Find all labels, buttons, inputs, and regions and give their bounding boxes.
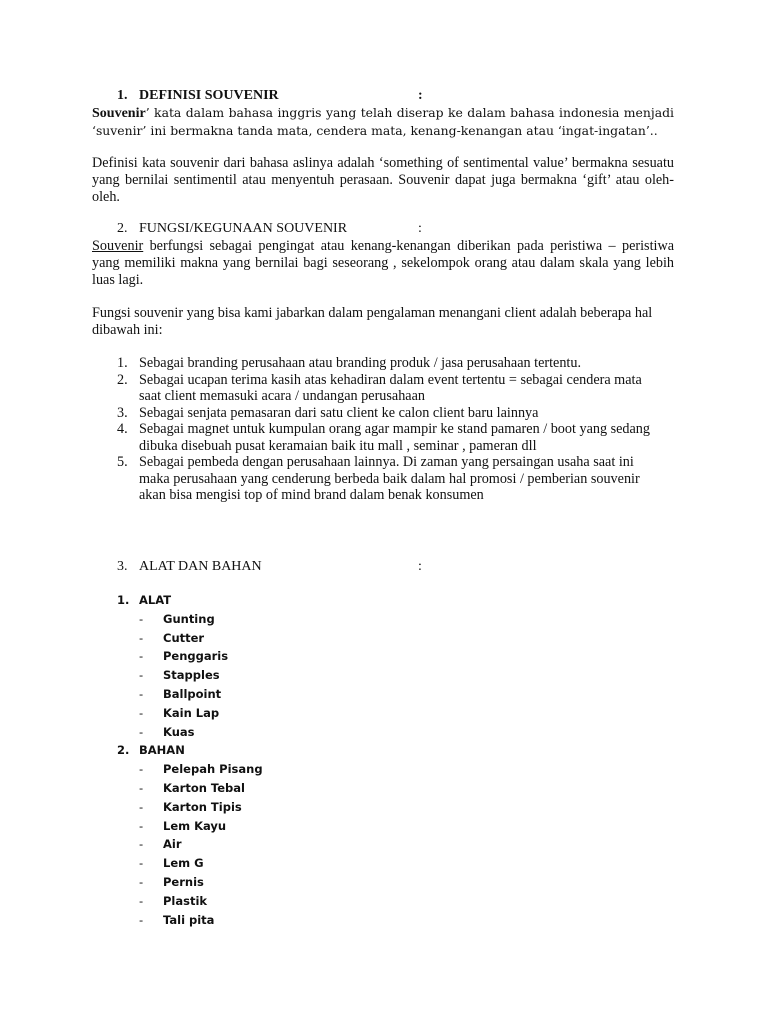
section1-paragraph1 — [92, 105, 674, 139]
section1-paragraph2 — [92, 155, 674, 206]
souvenir-term: Souvenir — [92, 106, 146, 121]
section1-title: DEFINISI SOUVENIR — [139, 88, 279, 103]
list-item: 2. Sebagai ucapan terima kasih atas kehadiran dalam event tertentu = sebagai cendera mata saat client memasuki acara / undangan perusahaan — [117, 371, 642, 404]
section1-number: 1. — [117, 88, 128, 103]
section1-colon: : — [418, 88, 423, 103]
section2-number: 2. — [117, 221, 128, 236]
list-item: 5. Sebagai pembeda dengan perusahaan lainnya. Di zaman yang persaingan usaha saat ini maka perusahaan yang cenderung berbeda baik dalam hal promosi / pemberian souvenir akan bisa mengisi top of mind brand dalam benak konsumen — [117, 454, 640, 503]
functions-list — [117, 355, 657, 504]
list-item: 1. Sebagai branding perusahaan atau branding produk / jasa perusahaan tertentu. — [117, 355, 582, 371]
section3-colon: : — [418, 559, 422, 574]
section2-title: FUNGSI/KEGUNAAN SOUVENIR — [139, 221, 348, 236]
section3-title: ALAT DAN BAHAN — [139, 559, 262, 574]
section2-paragraph1-text: berfungsi sebagai pengingat atau kenang-kenangan diberikan pada peristiwa – peristiwa yang memiliki makna yang bernilai bagi seseorang , sekelompok orang atau dalam skala yang lebih luas lagi. — [92, 238, 674, 288]
list-item: 4. Sebagai magnet untuk kumpulan orang agar mampir ke stand pamaren / boot yang sedang dibuka disebuah pusat keramaian baik itu mall , seminar , pameran dll — [117, 421, 650, 454]
section2-paragraph2-text: Fungsi souvenir yang bisa kami jabarkan dalam pengalaman menangani client adalah beberapa hal dibawah ini: — [92, 305, 653, 338]
section1-paragraph2-text: Definisi kata souvenir dari bahasa aslinya adalah ‘something of sentimental value’ bermakna sesuatu yang bernilai sentimentil atau menyentuh perasaan. Souvenir dapat juga bermakna ‘gift’ atau oleh-oleh. — [92, 155, 674, 205]
section2-colon: : — [418, 221, 422, 236]
section2-paragraph1 — [92, 238, 674, 289]
document-page: 1. DEFINISI SOUVENIR : Souvenir’ kata dalam bahasa inggris yang telah diserap ke dalam bahasa indonesia menjadi ‘suvenir’ ini bermakna tanda mata, cendera mata, kenang-kenangan atau ‘ingat-ingatan’.. Definisi kata souvenir dari bahasa aslinya adalah ‘something of sentimental value’ bermakna sesuatu yang bernilai sentimentil atau menyentuh perasaan. Souvenir dapat juga bermakna ‘gift’ atau oleh-oleh. 2. FUNGSI/KEGUNAAN SOUVENIR : Souvenir berfungsi sebagai pengingat atau kenang-kenangan diberikan pada peristiwa – peristiwa yang memiliki makna yang bernilai bagi seseorang , sekelompok orang atau dalam skala yang lebih luas lagi. Fungsi souvenir yang bisa kami jabarkan dalam pengalaman menangani client adalah beberapa hal dibawah ini: 1. Sebagai branding perusahaan atau branding produk / jasa perusahaan tertentu. 2. Sebagai ucapan terima kasih atas kehadiran dalam event tertentu = sebagai cendera mata saat client memasuki acara / undangan perusahaan 3. Sebagai senjata pemasaran dari satu client ke calon client baru lainnya 4. Sebagai magnet untuk kumpulan orang agar mampir ke stand pamaren / boot yang sedang dibuka disebuah pusat keramaian baik itu mall , seminar , pameran dll 5. Sebagai pembeda dengan perusahaan lainnya. Di zaman yang persaingan usaha saat ini maka perusahaan yang cenderung berbeda baik dalam hal promosi / pemberian souvenir akan bisa mengisi top of mind brand dalam benak konsumen 3. ALAT DAN BAHAN : 1. ALAT - Gunting - Cutter - Penggaris - Stapples - Ballpoint - Kain Lap - Kuas 2. BAHAN - Pelepah Pisang - Karton Tebal - Karton Tipis - Lem Kayu - Air - Lem G - Pernis - Plastik - Tali pita — [92, 88, 674, 927]
souvenir-underlined-term: Souvenir — [92, 238, 144, 254]
list-item: 3. Sebagai senjata pemasaran dari satu client ke calon client baru lainnya — [117, 404, 539, 421]
section1-paragraph1-text: ’ kata dalam bahasa inggris yang telah diserap ke dalam bahasa indonesia menjadi ‘suvenir’ ini bermakna tanda mata, cendera mata, kenang-kenangan atau ‘ingat-ingatan’.. — [92, 105, 674, 138]
section3-number: 3. — [117, 559, 128, 574]
section2-paragraph2 — [92, 305, 674, 339]
